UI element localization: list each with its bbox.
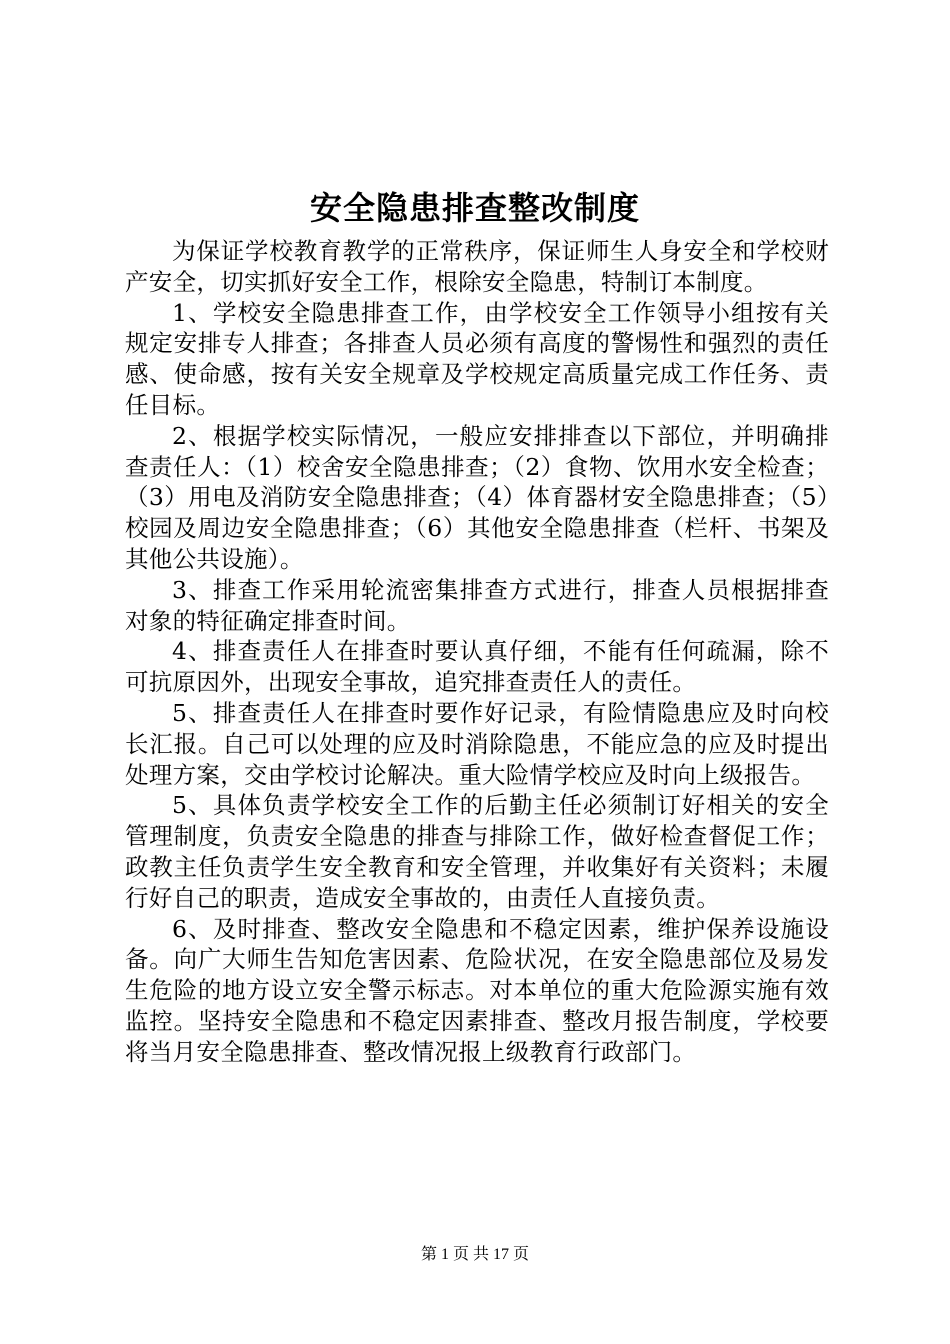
paragraph-item-1: 1、学校安全隐患排查工作，由学校安全工作领导小组按有关规定安排专人排查；各排查人员必须有高度的警惕性和强烈的责任感、使命感，按有关安全规章及学校规定高质量完成工作任务、责任目标。 bbox=[125, 298, 829, 419]
paragraph-item-6: 6、及时排查、整改安全隐患和不稳定因素，维护保养设施设备。向广大师生告知危害因素、危险状况，在安全隐患部位及易发生危险的地方设立安全警示标志。对本单位的重大危险源实施有效监控。坚持安全隐患和不稳定因素排查、整改月报告制度，学校要将当月安全隐患排查、整改情况报上级教育行政部门。 bbox=[125, 914, 829, 1066]
paragraph-item-5a: 5、排查责任人在排查时要作好记录，有险情隐患应及时向校长汇报。自己可以处理的应及时消除隐患，不能应急的应及时提出处理方案，交由学校讨论解决。重大险情学校应及时向上级报告。 bbox=[125, 698, 829, 789]
document-body bbox=[125, 236, 829, 1068]
paragraph-item-3: 3、排查工作采用轮流密集排查方式进行，排查人员根据排查对象的特征确定排查时间。 bbox=[125, 575, 829, 635]
document-title: 安全隐患排查整改制度 bbox=[309, 189, 640, 227]
paragraph-intro: 为保证学校教育教学的正常秩序，保证师生人身安全和学校财产安全，切实抓好安全工作，根除安全隐患，特制订本制度。 bbox=[125, 237, 829, 296]
paragraph-item-4: 4、排查责任人在排查时要认真仔细，不能有任何疏漏，除不可抗原因外，出现安全事故，追究排查责任人的责任。 bbox=[125, 637, 829, 697]
paragraph-item-2: 2、根据学校实际情况，一般应安排排查以下部位，并明确排查责任人：（1）校舍安全隐患排查；（2）食物、饮用水安全检查；（3）用电及消防安全隐患排查；（4）体育器材安全隐患排查；（5）校园及周边安全隐患排查；（6）其他安全隐患排查（栏杆、书架及其他公共设施）。 bbox=[125, 421, 829, 573]
page-number-footer: 第 1 页 共 17 页 bbox=[420, 1246, 529, 1263]
paragraph-item-5b: 5、具体负责学校安全工作的后勤主任必须制订好相关的安全管理制度，负责安全隐患的排查与排除工作，做好检查督促工作；政教主任负责学生安全教育和安全管理，并收集好有关资料；未履行好自己的职责，造成安全事故的，由责任人直接负责。 bbox=[125, 791, 829, 912]
